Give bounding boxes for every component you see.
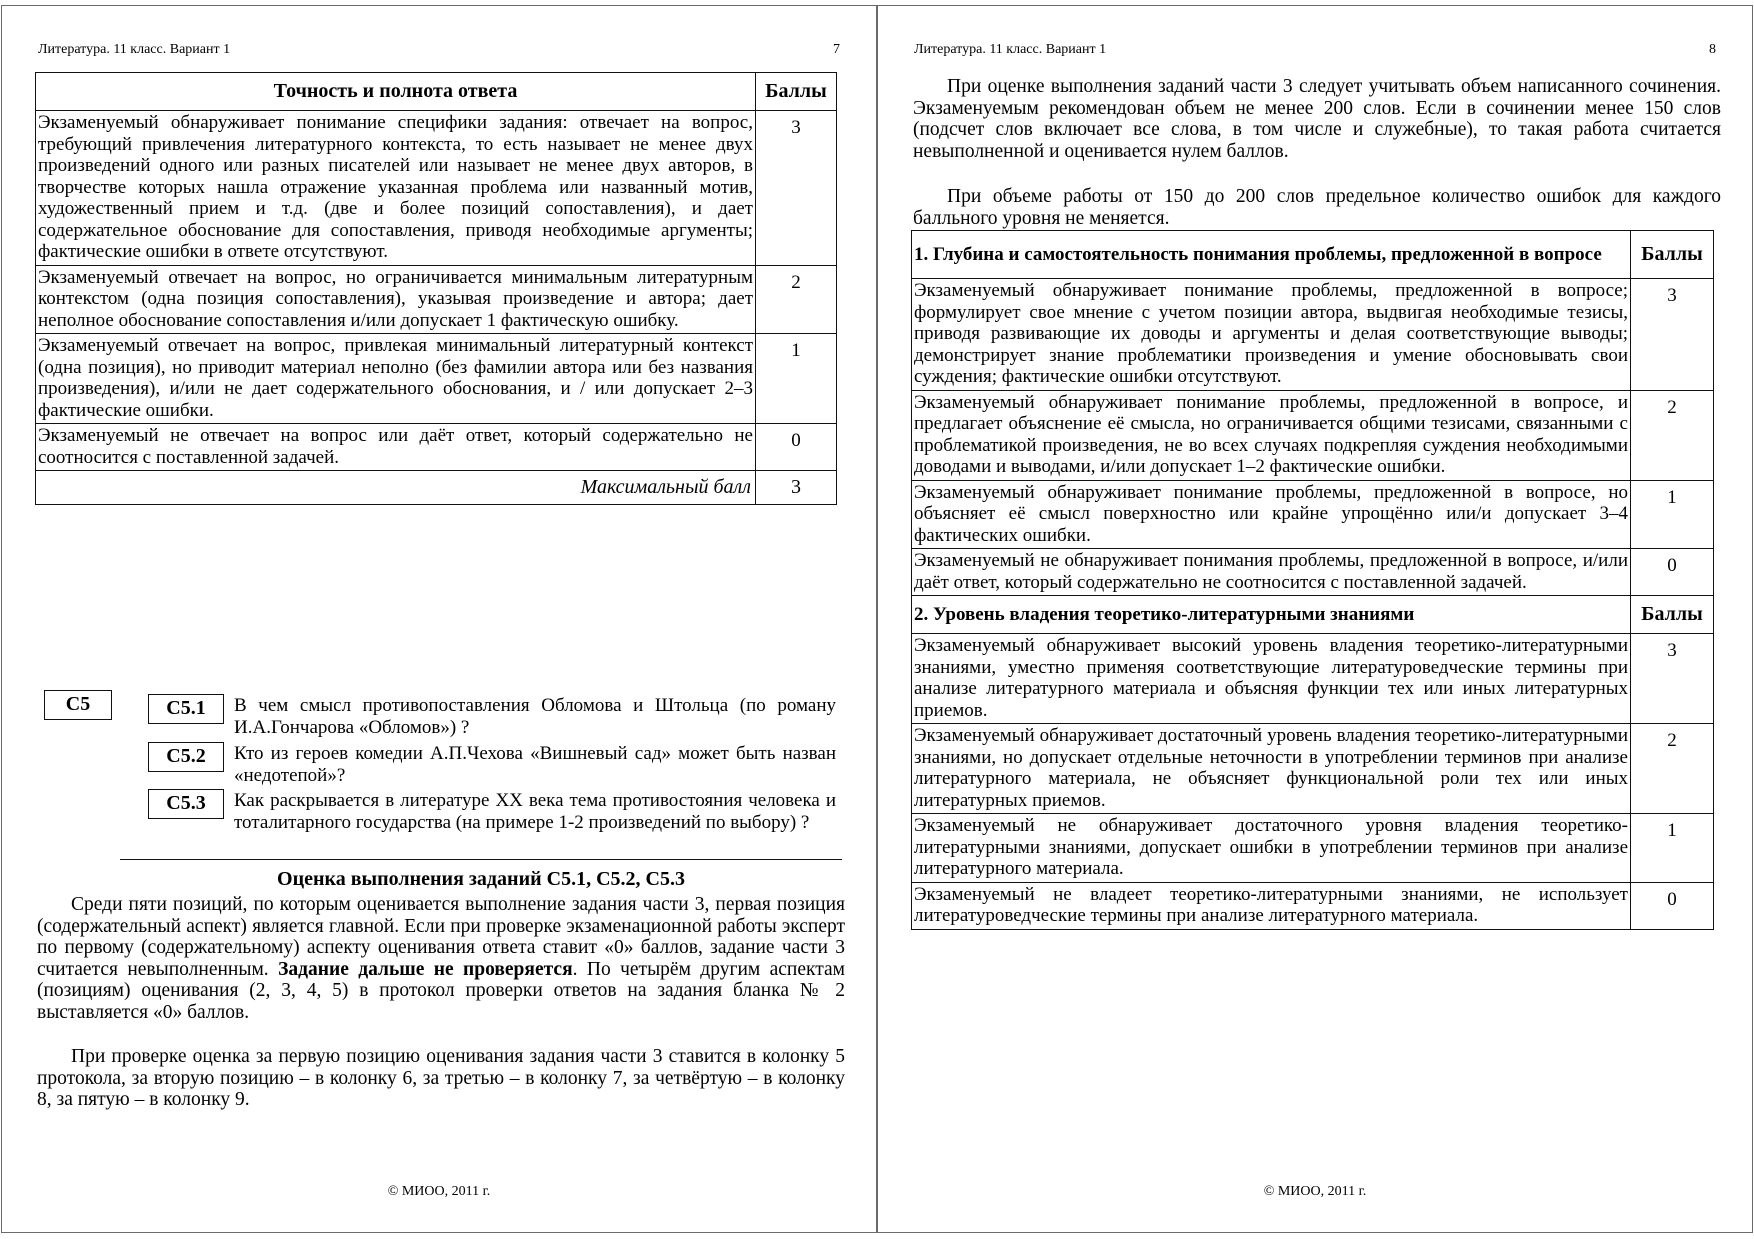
evaluation-heading: Оценка выполнения заданий С5.1, С5.2, С5.3 xyxy=(277,868,685,890)
divider-rule xyxy=(120,859,842,860)
section-1-title: 1. Глубина и самостоятельность понимания проблемы, предложенной в вопросе xyxy=(912,231,1631,279)
page-header-title: Литература. 11 класс. Вариант 1 xyxy=(914,42,1107,57)
page-7 xyxy=(1,5,877,1233)
question-text-c5-1: В чем смысл противопоставления Обломова и Штольца (по роману И.А.Гончарова «Обломов») ? xyxy=(234,695,836,738)
criterion-text: Экзаменуемый не обнаруживает понимания проблемы, предложенной в вопросе, и/или даёт ответ, который содержательно не соотносится с поставленной задачей. xyxy=(912,549,1631,596)
column-header-score: Баллы xyxy=(756,73,837,111)
page-header-title: Литература. 11 класс. Вариант 1 xyxy=(38,42,231,57)
question-text-c5-3: Как раскрывается в литературе XX века тема противостояния человека и тоталитарного государства (на примере 1-2 произведений по выбору) ? xyxy=(234,790,836,833)
page-number: 8 xyxy=(1709,42,1716,57)
criterion-score: 3 xyxy=(1631,634,1714,724)
criterion-score: 2 xyxy=(1631,390,1714,480)
column-header-score: Баллы xyxy=(1631,231,1714,279)
table-row xyxy=(36,265,837,334)
section-1-header-row xyxy=(912,231,1714,279)
criterion-text: Экзаменуемый обнаруживает достаточный уровень владения теоретико-литературными знаниями, но допускает отдельные неточности в употреблении терминов при анализе литературного материала, не объясняет функциональной роли тех или иных литературных приемов. xyxy=(912,724,1631,814)
page-number: 7 xyxy=(833,42,840,57)
paragraph-1-emphasis: Задание дальше не проверяется xyxy=(278,958,573,980)
criterion-score: 3 xyxy=(756,111,837,266)
column-header-criterion: Точность и полнота ответа xyxy=(36,73,756,111)
criterion-text: Экзаменуемый обнаруживает высокий уровень владения теоретико-литературными знаниями, уместно применяя соответствующие литературоведческие термины при анализе литературного материала и объясняя функции тех или иных литературных приемов. xyxy=(912,634,1631,724)
criterion-score: 0 xyxy=(1631,549,1714,596)
intro-paragraph-2: При объеме работы от 150 до 200 слов предельное количество ошибок для каждого балльного уровня не меняется. xyxy=(913,186,1721,229)
table-row xyxy=(912,480,1714,549)
section-2-title: 2. Уровень владения теоретико-литературными знаниями xyxy=(912,596,1631,634)
criterion-text: Экзаменуемый не обнаруживает достаточного уровня владения теоретико-литературными знаниями, допускает ошибки в употреблении терминов при анализе литературного материала. xyxy=(912,814,1631,883)
table-row xyxy=(912,634,1714,724)
paragraph-1-start: Среди пяти позиций, по которым оценивается выполнение задания части 3, первая позиция (содержательный аспект) является главной. Если при проверке экзаменационной работы эксперт по первому (содержательному) аспекту оценивания ответа ставит «0» баллов, задание части 3 считается невыполненным. xyxy=(37,894,845,980)
criterion-score: 0 xyxy=(1631,882,1714,929)
criterion-text: Экзаменуемый обнаруживает понимание специфики задания: отвечает на вопрос, требующий привлечения литературного контекста, то есть называет не менее двух произведений одного или разных писателей или называет не менее двух авторов, в творчестве которых нашла отражение указанная проблема или названный мотив, художественный прием и т.д. (две и более позиций сопоставления), и дает содержательное обоснование для сопоставления, приводя необходимые аргументы; фактические ошибки в ответе отсутствуют. xyxy=(36,111,756,266)
question-label-c5-1: С5.1 xyxy=(148,694,224,724)
page-footer: © МИОО, 2011 г. xyxy=(387,1184,491,1199)
question-text-c5-2: Кто из героев комедии А.П.Чехова «Вишневый сад» может быть назван «недотепой»? xyxy=(234,743,836,786)
table-row xyxy=(36,111,837,266)
table-row xyxy=(912,814,1714,883)
table-row xyxy=(912,724,1714,814)
criterion-text: Экзаменуемый обнаруживает понимание проблемы, предложенной в вопросе; формулирует свое мнение с учетом позиции автора, выдвигая необходимые тезисы, приводя развивающие их доводы и аргументы и делая соответствующие выводы; демонстрирует знание проблематики произведения и умение обосновывать свои суждения; фактические ошибки отсутствуют. xyxy=(912,279,1631,391)
table-row xyxy=(912,549,1714,596)
criterion-score: 3 xyxy=(1631,279,1714,391)
question-label-c5-2: С5.2 xyxy=(148,742,224,772)
table-row xyxy=(36,334,837,424)
criterion-score: 2 xyxy=(756,265,837,334)
criterion-text: Экзаменуемый отвечает на вопрос, привлекая минимальный литературный контекст (одна позиция), но приводит материал неполно (без фамилии автора или без названия произведения), и/или не дает содержательного обоснования, и / или допускает 2–3 фактические ошибки. xyxy=(36,334,756,424)
table-header-row xyxy=(36,73,837,111)
max-score-label: Максимальный балл xyxy=(36,471,756,505)
criteria-table-understanding xyxy=(911,230,1714,930)
paragraph-1-end: . По четырём другим аспектам (позициям) оценивания (2, 3, 4, 5) в протокол проверки ответов на задания бланка № 2 выставляется «0» баллов. xyxy=(37,958,845,1023)
column-header-score: Баллы xyxy=(1631,596,1714,634)
max-score-value: 3 xyxy=(756,471,837,505)
table-row xyxy=(912,279,1714,391)
criterion-score: 1 xyxy=(756,334,837,424)
criterion-text: Экзаменуемый отвечает на вопрос, но ограничивается минимальным литературным контекстом (одна позиция сопоставления), указывая произведение и автора; дает неполное обоснование сопоставления и/или допускает 1 фактическую ошибку. xyxy=(36,265,756,334)
section-2-header-row xyxy=(912,596,1714,634)
criterion-text: Экзаменуемый не отвечает на вопрос или даёт ответ, который содержательно не соотносится с поставленной задачей. xyxy=(36,424,756,471)
question-label-c5-3: С5.3 xyxy=(148,789,224,819)
table-row xyxy=(912,390,1714,480)
criterion-score: 2 xyxy=(1631,724,1714,814)
table-row xyxy=(36,424,837,471)
intro-paragraph-1: При оценке выполнения заданий части 3 следует учитывать объем написанного сочинения. Экзаменуемым рекомендован объем не менее 200 слов. Если в сочинении менее 150 слов (подсчет слов включает все слова, в том числе и служебные), то такая работа считается невыполненной и оценивается нулем баллов. xyxy=(913,76,1721,162)
page-8 xyxy=(877,5,1753,1233)
criterion-text: Экзаменуемый не владеет теоретико-литературными знаниями, не использует литературоведческие термины при анализе литературного материала. xyxy=(912,882,1631,929)
criterion-text: Экзаменуемый обнаруживает понимание проблемы, предложенной в вопросе, и предлагает объяснение её смысла, но ограничивается общими тезисами, связанными с проблематикой произведения, не во всех случаях подкрепляя суждения необходимыми доводами и выводами, и/или допускает 1–2 фактические ошибки. xyxy=(912,390,1631,480)
criterion-score: 1 xyxy=(1631,814,1714,883)
page-footer: © МИОО, 2011 г. xyxy=(1263,1184,1367,1199)
task-label-c5: С5 xyxy=(44,690,112,720)
max-score-row xyxy=(36,471,837,505)
criterion-score: 0 xyxy=(756,424,837,471)
criterion-text: Экзаменуемый обнаруживает понимание проблемы, предложенной в вопросе, но объясняет её смысл поверхностно или крайне упрощённо или/и допускает 3–4 фактических ошибки. xyxy=(912,480,1631,549)
criterion-score: 1 xyxy=(1631,480,1714,549)
evaluation-paragraph-1 xyxy=(37,894,845,1023)
evaluation-paragraph-2: При проверке оценка за первую позицию оценивания задания части 3 ставится в колонку 5 протокола, за вторую позицию – в колонку 6, за третью – в колонку 7, за четвёртую – в колонку 8, за пятую – в колонку 9. xyxy=(37,1046,845,1110)
table-row xyxy=(912,882,1714,929)
accuracy-criteria-table xyxy=(35,72,837,505)
